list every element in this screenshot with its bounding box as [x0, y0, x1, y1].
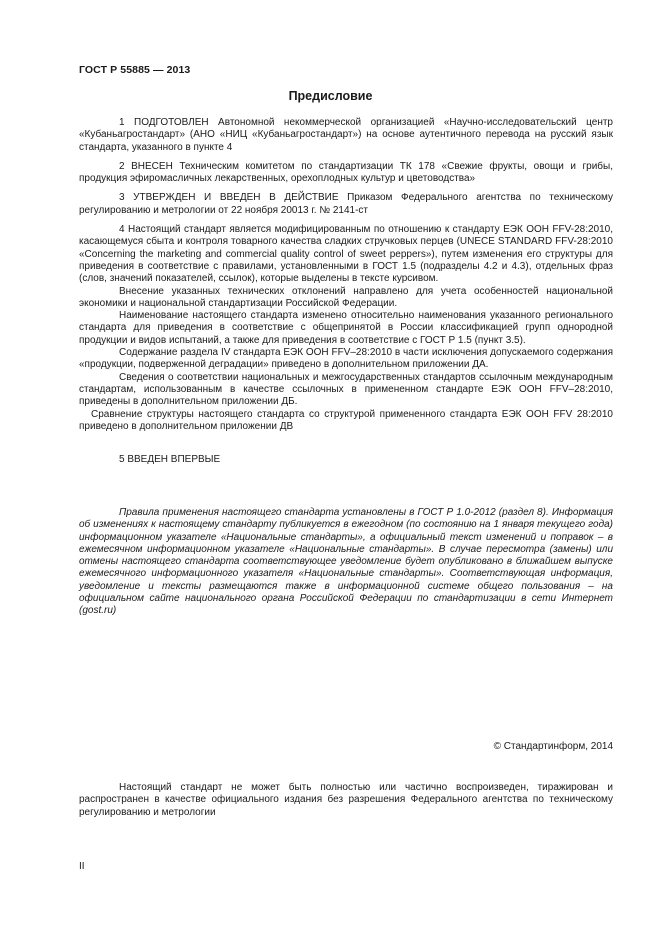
preface-body	[79, 117, 613, 466]
document-code: ГОСТ Р 55885 — 2013	[79, 64, 191, 76]
section-3-approved: 3 УТВЕРЖДЕН И ВВЕДЕН В ДЕЙСТВИЕ Приказом Федерального агентства по техническому регулированию и метрологии от 22 ноября 20013 г. № 2141-ст	[79, 192, 613, 216]
section-4-annex-da: Содержание раздела IV стандарта ЕЭК ООН FFV–28:2010 в части исключения допускаемого содержания «продукции, подверженной деградации» приведено в дополнительном приложении ДА.	[79, 347, 613, 371]
section-1-prepared: 1 ПОДГОТОВЛЕН Автономной некоммерческой организацией «Научно-исследовательский центр «Кубаньагростандарт» (АНО «НИЦ «Кубаньагростандарт») на основе аутентичного перевода на русский язык стандарта, указанного в пункте 4	[79, 117, 613, 153]
section-5-first-introduced: 5 ВВЕДЕН ВПЕРВЫЕ	[119, 454, 221, 466]
page-title: Предисловие	[288, 89, 373, 103]
application-rules-note: Правила применения настоящего стандарта установлены в ГОСТ Р 1.0-2012 (раздел 8). Информация об изменениях к настоящему стандарту публикуется в ежегодном (по состоянию на 1 января текущего года) информационном указателе «Национальные стандарты», а официальный текст изменений и поправок – в ежемесячном информационном указателе «Национальные стандарты». В случае пересмотра (замены) или отмены настоящего стандарта соответствующее уведомление будет опубликовано в ближайшем выпуске ежемесячного информационного указателя «Национальные стандарты». Соответствующая информация, уведомление и тексты размещаются также в информационной системе общего пользования – на официальном сайте национального органа Российской Федерации по стандартизации в сети Интернет (gost.ru)	[79, 507, 613, 617]
reproduction-notice: Настоящий стандарт не может быть полностью или частично воспроизведен, тиражирован и распространен в качестве официального издания без разрешения Федерального агентства по техническому регулированию и метрологии	[79, 782, 613, 818]
section-4-modified: 4 Настоящий стандарт является модифицированным по отношению к стандарту ЕЭК ООН FFV-28:2010, касающемуся сбыта и контроля товарного качества сладких стручковых перцев (UNECE STANDARD FFV-28:2010 «Concerning the marketing and commercial quality control of sweet peppers»), путем изменения его структуры для приведения в соответствие с правилами, установленными в ГОСТ 1.5 (подразделы 4.2 и 4.3), отдельных фраз (слов, значений показателей, ссылок), которые выделены в тексте курсивом.	[79, 224, 613, 285]
section-4-annex-dv: Сравнение структуры настоящего стандарта со структурой примененного стандарта ЕЭК ООН FFV 28:2010 приведено в дополнительном приложении ДВ	[79, 408, 613, 432]
section-2-submitted: 2 ВНЕСЕН Техническим комитетом по стандартизации ТК 178 «Свежие фрукты, овощи и грибы, продукция эфиромасличных лекарственных, орехоплодных культур и цветоводства»	[79, 160, 613, 185]
section-4-naming: Наименование настоящего стандарта изменено относительно наименования указанного регионального стандарта для приведения в соответствие с общепринятой в России классификацией групп однородной продукции и видов испытаний, а также для приведения в соответствие с ГОСТ Р 1.5 (пункт 3.5).	[79, 310, 613, 346]
copyright-line: © Стандартинформ, 2014	[493, 741, 613, 752]
page-number: II	[79, 861, 85, 872]
section-4-annex-db: Сведения о соответствии национальных и межгосударственных стандартов ссылочным международным стандартам, использованным в качестве ссылочных в примененном стандарте ЕЭК ООН FFV–28:2010, приведены в дополнительном приложении ДБ.	[79, 371, 613, 408]
section-4-deviations: Внесение указанных технических отклонений направлено для учета особенностей национальной экономики и национальной стандартизации Российской Федерации.	[79, 285, 613, 309]
